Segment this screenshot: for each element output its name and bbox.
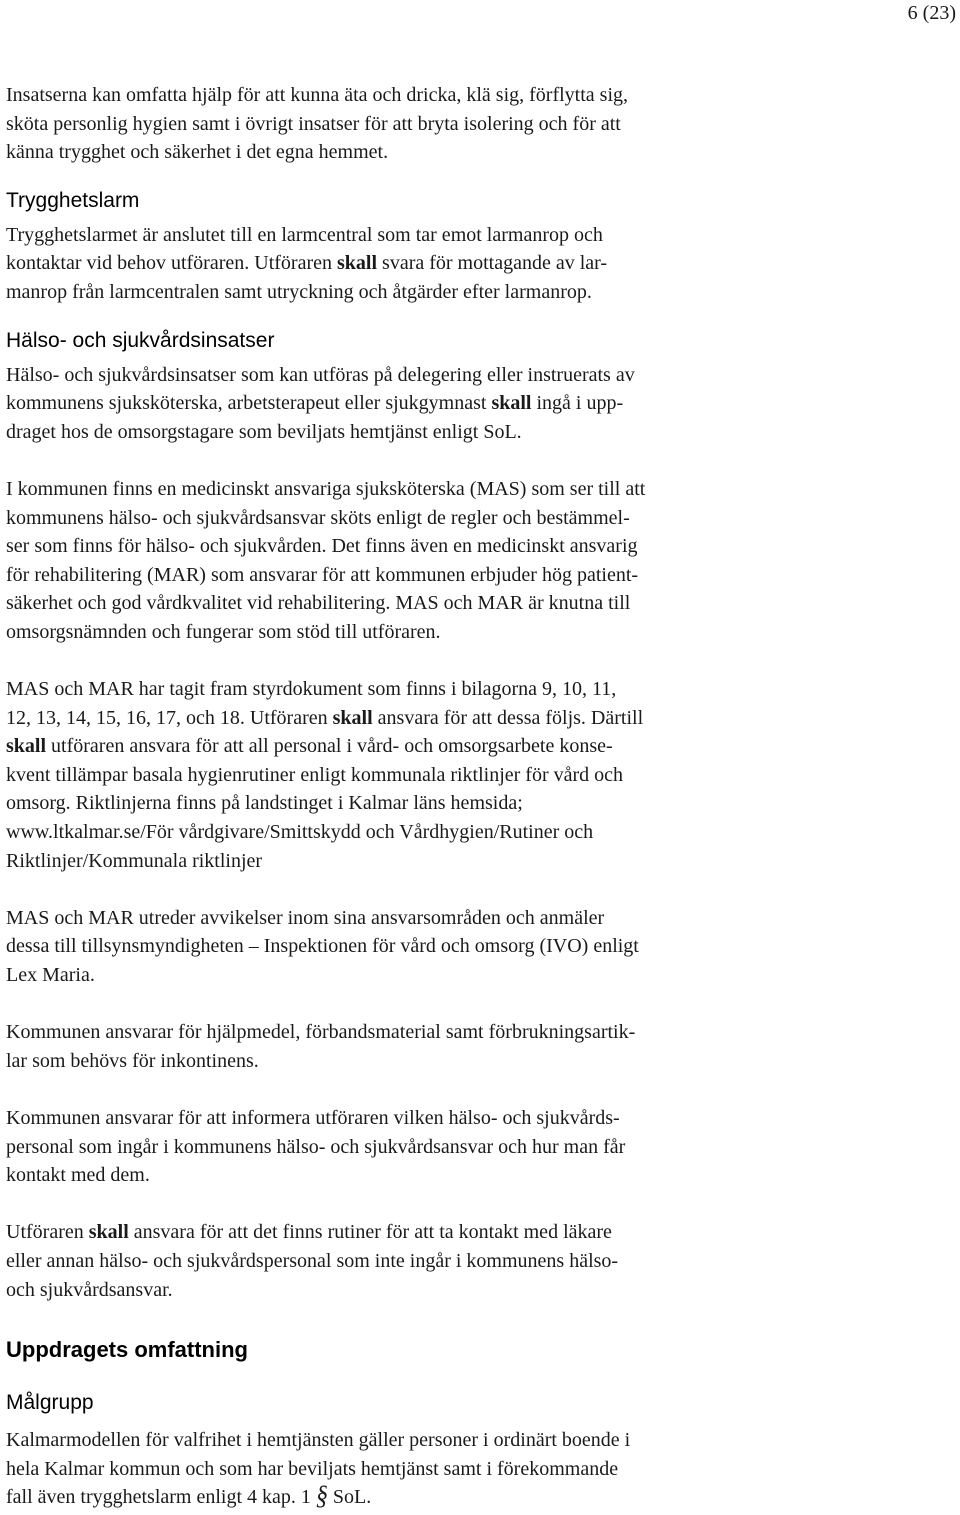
paragraph-symbol: § <box>315 1481 328 1512</box>
halso-paragraph-5: Kommunen ansvarar för hjälpmedel, förbandsmaterial samt förbrukningsartik- lar som behövs för inkontinens. <box>6 1021 636 1072</box>
trygghetslarm-paragraph: Trygghetslarmet är anslutet till en larmcentral som tar emot larmanrop och kontaktar vid behov utföraren. Utföraren skall svara för mottagande av lar- manrop från larmcentralen samt utryckning och åtgärder efter larmanrop. <box>6 223 608 303</box>
halso-paragraph-1: Hälso- och sjukvårdsinsatser som kan utföras på delegering eller instruerats av kommunens sjuksköterska, arbetsterapeut eller sjukgymnast skall ingå i upp- draget hos de omsorgstagare som beviljats hemtjänst enligt SoL. <box>6 363 635 443</box>
intro-paragraph: Insatserna kan omfatta hjälp för att kunna äta och dricka, klä sig, förflytta sig, sköta personlig hygien samt i övrigt insatser för att bryta isolering och för att känna trygghet och säkerhet i det egna hemmet. <box>6 84 629 164</box>
halso-paragraph-2: I kommunen finns en medicinskt ansvariga sjuksköterska (MAS) som ser till att kommunens hälso- och sjukvårdsansvar sköts enligt de regler och bestämmel- ser som finns för hälso- och sjukvården. Det finns även en medicinskt ansvarig för rehabilitering (MAR) som ansvarar för att kommunen erbjuder hög patient- säkerhet och god vårdkvalitet vid rehabilitering. MAS och MAR är knutna till omsorgsnämnden och fungerar som stöd till utföraren. <box>6 477 646 643</box>
document-body <box>6 81 806 1512</box>
halso-paragraph-6: Kommunen ansvarar för att informera utföraren vilken hälso- och sjukvårds- personal som ingår i kommunens hälso- och sjukvårdsansvar och hur man får kontakt med dem. <box>6 1107 626 1187</box>
heading-halso-sjukvard: Hälso- och sjukvårdsinsatser <box>6 328 275 352</box>
page-number: 6 (23) <box>907 2 956 24</box>
halso-paragraph-7: Utföraren skall ansvara för att det finns rutiner för att ta kontakt med läkare eller annan hälso- och sjukvårdspersonal som inte ingår i kommunens hälso- och sjukvårdsansvar. <box>6 1221 619 1301</box>
heading-trygghetslarm: Trygghetslarm <box>6 188 140 212</box>
halso-paragraph-4: MAS och MAR utreder avvikelser inom sina ansvarsområden och anmäler dessa till tillsynsmyndigheten – Inspektionen för vård och omsorg (IVO) enligt Lex Maria. <box>6 906 639 987</box>
malgrupp-paragraph: Kalmarmodellen för valfrihet i hemtjänsten gäller personer i ordinärt boende i hela Kalmar kommun och som har beviljats hemtjänst samt i förekommande fall även trygghetslarm enligt 4 kap. 1 § SoL. <box>6 1429 631 1512</box>
halso-paragraph-3: MAS och MAR har tagit fram styrdokument som finns i bilagorna 9, 10, 11, 12, 13, 14, 15, 16, 17, och 18. Utföraren skall ansvara för att dessa följs. Därtill skall utföraren ansvara för att all personal i vård- och omsorgsarbete konse- kvent tillämpar basala hygienrutiner enligt kommunala riktlinjer för vård och omsorg. Riktlinjerna finns på landstinget i Kalmar läns hemsida; www.ltkalmar.se/För vårdgivare/Smittskydd och Vårdhygien/Rutiner och Riktlinjer/Kommunala riktlinjer <box>6 678 644 872</box>
heading-malgrupp: Målgrupp <box>6 1391 94 1415</box>
heading-uppdragets-omfattning: Uppdragets omfattning <box>6 1337 248 1363</box>
